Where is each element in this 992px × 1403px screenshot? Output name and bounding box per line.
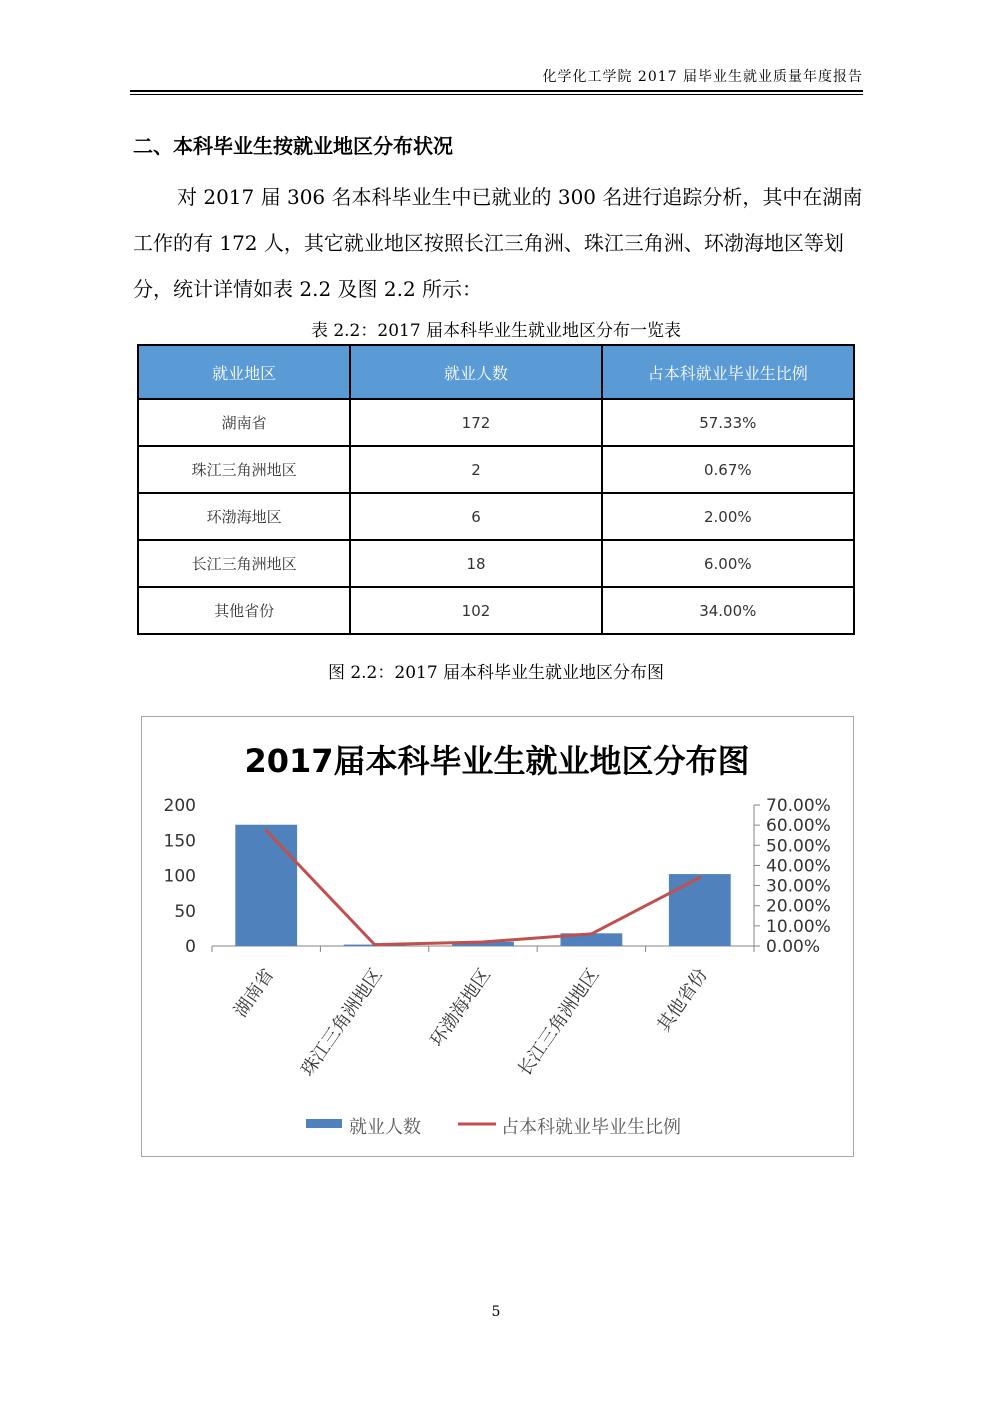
table-row <box>138 446 854 493</box>
figure-caption: 图 2.2：2017 届本科毕业生就业地区分布图 <box>327 663 665 683</box>
header-rule-thin <box>130 94 863 95</box>
table-row <box>138 587 854 634</box>
y2-axis-tick-label: 60.00% <box>766 816 831 837</box>
table-cell: 57.33% <box>602 399 854 446</box>
table-header-cell: 就业人数 <box>350 345 601 399</box>
y-axis-tick-label: 50 <box>174 901 196 922</box>
table-row <box>138 540 854 587</box>
chart-line-point <box>482 940 485 943</box>
y2-axis-tick-label: 50.00% <box>766 836 831 857</box>
chart-bar <box>669 874 731 946</box>
y-axis-tick-label: 150 <box>163 831 196 852</box>
table-row <box>138 493 854 540</box>
table-cell: 0.67% <box>602 446 854 493</box>
table-row <box>138 399 854 446</box>
x-axis-category-label: 湖南省 <box>230 964 279 1022</box>
page-header: 化学化工学院 2017 届毕业生就业质量年度报告 <box>542 69 863 85</box>
x-axis-category-label: 长江三角洲地区 <box>514 964 604 1081</box>
table-cell: 6.00% <box>602 540 854 587</box>
x-axis-category-label: 其他省份 <box>653 964 712 1036</box>
page-number: 5 <box>491 1304 501 1320</box>
chart-line-point <box>373 943 376 946</box>
y-axis-tick-label: 0 <box>185 937 196 957</box>
legend-bar-label: 就业人数 <box>349 1117 421 1138</box>
table-cell: 2.00% <box>602 493 854 540</box>
employment-region-table <box>137 344 855 635</box>
table-caption: 表 2.2：2017 届本科毕业生就业地区分布一览表 <box>310 321 682 341</box>
chart-line-point <box>698 876 701 879</box>
table-cell: 34.00% <box>602 587 854 634</box>
chart-legend <box>306 1117 681 1138</box>
table-cell: 6 <box>350 493 601 540</box>
table-header-row <box>138 345 854 399</box>
legend-line-label: 占本科就业毕业生比例 <box>501 1117 681 1138</box>
chart-line-point <box>590 932 593 935</box>
body-paragraph <box>133 174 868 312</box>
table-cell: 18 <box>350 540 601 587</box>
chart-canvas <box>142 717 853 1156</box>
chart-series-line <box>266 831 700 945</box>
y2-axis-tick-label: 70.00% <box>766 796 831 816</box>
table-cell: 其他省份 <box>138 587 350 634</box>
y2-axis-tick-label: 20.00% <box>766 896 831 917</box>
table-cell: 2 <box>350 446 601 493</box>
header-rule-thick <box>130 90 863 92</box>
y-axis-tick-label: 100 <box>163 866 196 887</box>
x-axis-category-label: 环渤海地区 <box>426 964 496 1051</box>
table-cell: 102 <box>350 587 601 634</box>
chart-title: 2017届本科毕业生就业地区分布图 <box>244 742 750 780</box>
y2-axis-tick-label: 30.00% <box>766 876 831 897</box>
table-cell: 环渤海地区 <box>138 493 350 540</box>
chart-plot-area <box>164 796 831 1080</box>
y2-axis-tick-label: 10.00% <box>766 916 831 937</box>
table-cell: 长江三角洲地区 <box>138 540 350 587</box>
table-header-cell: 就业地区 <box>138 345 350 399</box>
y-axis-tick-label: 200 <box>163 796 196 816</box>
y2-axis-tick-label: 40.00% <box>766 856 831 877</box>
chart-bar <box>235 825 297 946</box>
x-axis-category-label: 珠江三角洲地区 <box>297 964 387 1081</box>
y2-axis-tick-label: 0.00% <box>766 937 821 957</box>
chart-line-point <box>265 829 268 832</box>
table-cell: 珠江三角洲地区 <box>138 446 350 493</box>
legend-bar-swatch <box>306 1119 342 1128</box>
section-heading: 二、本科毕业生按就业地区分布状况 <box>133 134 453 158</box>
body-paragraph-text: 对 2017 届 306 名本科毕业生中已就业的 300 名进行追踪分析，其中在湖南工作的有 172 人，其它就业地区按照长江三角洲、珠江三角洲、环渤海地区等划分，统计详情如表 2.2 及图 2.2 所示： <box>133 185 863 301</box>
table-cell: 172 <box>350 399 601 446</box>
table-cell: 湖南省 <box>138 399 350 446</box>
employment-region-chart <box>141 716 854 1157</box>
table-header-cell: 占本科就业毕业生比例 <box>602 345 854 399</box>
